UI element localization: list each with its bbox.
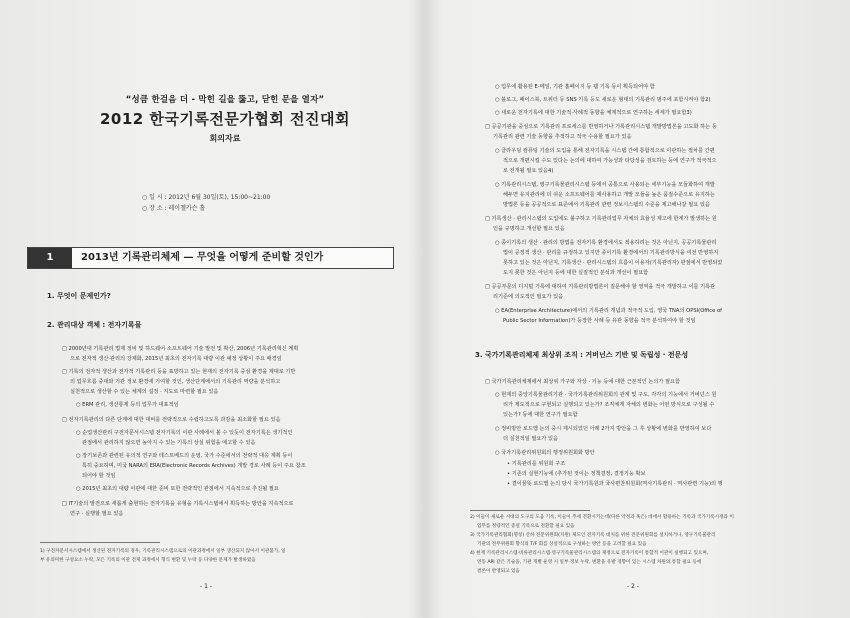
footnote-line: 결론이 반영되고 있음 [477, 569, 520, 574]
body-line: 해두면 유지관리에 더 쉬운 소프트웨어를 재사용하고 개발 모듈을 높은 품질수준으로 유지하는 [503, 192, 715, 198]
section-number: 1 [28, 248, 72, 268]
body-line: ○ ERM 관리, 생산통제 등의 업무가 대표적임 [76, 402, 179, 408]
body-line: 도지 못한 것은 아닌지 등에 대한 실질적인 분석과 개선이 필요함 [503, 270, 649, 276]
footnote-divider [40, 542, 160, 543]
body-line: 연구 · 실행할 필요 있음 [70, 511, 124, 517]
page-number: - 1 - [200, 583, 212, 590]
page-number: - 2 - [627, 583, 639, 590]
body-line: ○ EA(Enterprise Architecture)에서의 기록관리 개념과 적극적 도입, 영국 TNA의 OPSI(Office of [495, 308, 722, 314]
body-line: • 기존의 실현기능에 (추가된 것이는 정책결정, 결정기능 확보 [507, 471, 646, 477]
footnote-line: 연동 API 같은 기술을, 기관 개별 운영 시 일부 정보 누락, 변환을 유발 경향이 있는 시스템 차원의 통합 필요 등에 [477, 560, 702, 565]
footnote-line: 4) 현재 기록관리시스템·비류관리시스템·영구기록물관리시스템의 제정으로 전자기록이 통합적 이관이 실행되고 있으며, [470, 551, 709, 556]
footnote-divider [470, 510, 590, 511]
body-line: 으로 전자적 생산·관리의 강제화, 2015년 최초의 전자기록 대량 이관 예정 상황이 주요 배경임 [70, 356, 282, 362]
footnote-line: 부 유의미한 구성요소 누락, 모든 기록의 이관 전제 과정에서 형식 변환 및 누락 등 다양한 문제가 발생하였음 [40, 558, 256, 563]
heading-1: 1. 무엇이 문제인가? [47, 292, 111, 300]
body-line: ○ 정비방안 로드맵 논의 중시 제시되었던 아래 2가지 방안을 그 후 상황에 변화를 반영하여 보다 [495, 426, 712, 432]
body-line: 관점에서 관리하지 않으면 높아지 수 있는 기록의 상실 위험을 예고할 수 있음 [82, 440, 256, 446]
body-line: Public Sector Information)가 등장한 사례 등 유관 동향을 적극 분석하여야 할 것임 [503, 318, 696, 324]
section-title: 2013년 기록관리체제 — 무엇을 어떻게 준비할 것인가 [81, 252, 324, 263]
body-line: □ 2000년대 기록관리 법제 정비 및 하드웨어·소프트웨어 기술 발전 및 확산, 2006년 기록관리혁신 계획 [62, 346, 299, 352]
body-line: ○ 업무에 활용된 E-메일, 기관 홈페이지 등 웹 기록 등이 획득되어야 함 [495, 84, 655, 90]
body-line: 적으로 개편시킬 수도 있다는 논의에 대하여 가능성과 타당성을 검토하는 등에 연구가 적극적으 [503, 158, 717, 164]
body-line: ○ 국가기록관리위원회의 행정위원회화 방안 [495, 450, 595, 456]
meta-place: ○ 장 소 : 레이첼카슨 홀 [142, 205, 206, 212]
body-line: 실천적으로 생산할 수 있는 체계의 설정 · 지도로 마련할 필요 있음 [70, 389, 219, 395]
body-line: 있는가? 등에 대한 연구가 필요함 [503, 412, 578, 418]
footnote-line: 2) 이들이 새로운 시대의 도구의 도움 기록, 이들이 추세 전환시키는데(다른 약정과 혹은) 데에서 활용하는 기록과 국가기록시정과 이 [470, 515, 734, 520]
document-subtitle: 회의자료 [209, 134, 241, 143]
body-line: • 기록관리를 위원회 구조 [507, 461, 566, 467]
footnote-line: 업무를 정량적인 증설 기록으로 전환할 필요 있음 [477, 524, 575, 529]
body-line: 리가 제도적으로 구현되고 실행되고 있는가? 조직체계 자체의 변화는 어떤 방식으로 구성될 수 [503, 402, 715, 408]
footnote-line: 3) 국가기록관리협회(명칭) 산하 전문위원회(지원) 제도인 전자기록 대처를 위한 전문위원회를 설치하거나, 영구기록물관리 [470, 533, 716, 538]
body-line: □ 기록의 전자적 생산과 전자적 기록관리 등을 표방하고 있는 현재의 전자기록 중심 환경을 제대로 기반 [62, 369, 296, 375]
body-line: 더 실천적일 필요가 있음 [503, 436, 559, 442]
body-line: □ 전자기록관리의 다른 단계에 대한 대비를 전략적으로 수립하고도록 과감을 최소화할 필요 있음 [62, 417, 281, 423]
document-title: 2012 한국기록전문가협회 전진대회 [99, 110, 351, 128]
body-line: • 결이꿈뜻 로드맵 논의 당시 국가기록원과 국사편찬위원회(역사기록관리 · 역사관련 기능)의 행 [507, 481, 723, 487]
body-line: ○ 현재의 중앙기록물관리기관 · 국가기록관리위원회의 관계 및 구도, 각각의 기능에서 거버넌스 원 [495, 392, 717, 398]
body-line: □ 기록생산 · 관리시스템의 도입에도 불구하고 기록관리업무 자체의 효율성 제고에 한계가 발생하는 원 [485, 216, 717, 222]
body-line: 기록관리 관련 기술 동향을 추적하고 적극 수용할 필요가 있음 [493, 134, 632, 140]
body-line: ○ 장기보존과 관련된 유의적 연구와 테스트베드의 운영, 국가 수준에서의 전략적 대응 계획 등이 [76, 453, 293, 459]
body-line: ○ 블로그, 페이스북, 트위터 등 SNS 기록 등도 새로운 형태의 기록관리 범주에 포함시켜야 함2) [495, 97, 711, 103]
body-line: ○ 2015년 최초의 대량 이관에 대한 준비 또한 전략적인 관점에서 지속적으로 추진될 필요 [76, 486, 279, 492]
body-line: ○ 새로운 전자기록에 대한 기술적·사례적 동향을 체계적으로 연구하는 세세가 필요함3) [495, 110, 692, 116]
body-line: 로 전개될 필요 있음4) [503, 168, 554, 174]
heading-2: 2. 관리대상 객체 : 전자기록물 [47, 321, 142, 329]
heading-3: 3. 국가기록관리체제 최상위 조직 : 거버넌스 기반 및 독립성 · 전문성 [475, 351, 689, 359]
right-page [425, 0, 850, 618]
body-line: 리기준에 의도적인 필요가 있음 [493, 294, 564, 300]
body-line: □ 공공기관을 중심으로 기록관리 프로세스를 반영하거나 기록관리시스템 개발방법론을 고도화 하는 등 [485, 124, 717, 130]
section-header [27, 247, 394, 269]
body-line: ○ 클라우딩 컴퓨팅 기술의 도입을 통해 전자기록을 시스템 간에 통합적으로 이관하는 절차를 간편 [495, 148, 715, 154]
body-line: 법이 공정적 생산 · 관리를 규정하고 있지만 종이기록 환경에서의 기록관리방식을 여전 반영하지 [503, 250, 719, 256]
body-line: 인을 규명하고 개선할 필요 있음 [493, 226, 565, 232]
body-line: ○ 기록관리시스템, 영구기록물관리시스템 등에서 공통으로 사용되는 세부기능을 모듈화하여 개발 [495, 182, 715, 188]
body-line: 의 업무흐름 중대와 기관 정보 환경에 기여할 것인, 생산단계에서의 기록관리 역량을 분석하고 [70, 379, 281, 385]
body-line: ○ 순업생산관리 구전자문서시스템 전자기록의 이관 사례에서 볼 수 있듯이 전자기록은 생기적인 [76, 430, 293, 436]
footnote-line: 1) 구전자문서시스템에서 생산된 전자기록의 경우, 기록관리시스템으로의 이관과정에서 일부 생산되지 않아서 이관불가, 일 [40, 549, 286, 554]
body-line: □ IT기술의 발전으로 새롭게 출현하는 전자기록을 유형을 기록시스템에서 획득하는 방안을 지속적으로 [62, 501, 294, 507]
body-line: □ 국가기록관리체제에서 최상위 가구와 자상 · 기능 등에 대한 근본적인 논의가 필요함 [485, 379, 681, 385]
body-line: 못하고 있는 것은 아닌지, 기록생산 · 관리시스템의 흐름이 이용자(기록관리자) 관점에서 반영되었 [503, 260, 723, 266]
footnote-line: 기관의 전무위원회 향식의 T/F 회를 상설적으로 구성하는 방안 등을 고려할 필요 있음 [477, 542, 647, 547]
meta-date: ○ 일 시 : 2012년 6월 30일(토), 15:00~21:00 [142, 194, 271, 201]
slogan: “성큼 한걸음 더 - 막힌 길을 뚫고, 닫힌 문을 열자” [125, 95, 325, 105]
body-line: □ 공공부문의 디지털 기록에 대하여 기록관리방법론이 질문해야 할 영역을 적극 개발하고 이를 기록관 [485, 284, 716, 290]
body-line: 특히 중요하며, 미국 NARA의 ERA(Electronic Records Archives) 개발 경로 사례 등이 주요 참조 [82, 463, 306, 469]
body-line: ○ 종이기록의 생산 · 관리의 방법을 전자기록 환경에서도 적용하려는 것은 아닌지, 공공기록물관리 [495, 240, 717, 246]
body-line: 방법론 등을 공공적으로 표준에서 기록관리 관련 정보시스템의 수준을 제고해나갈 필요 있음 [503, 202, 710, 208]
body-line: 되어야 할 것임 [82, 473, 116, 479]
